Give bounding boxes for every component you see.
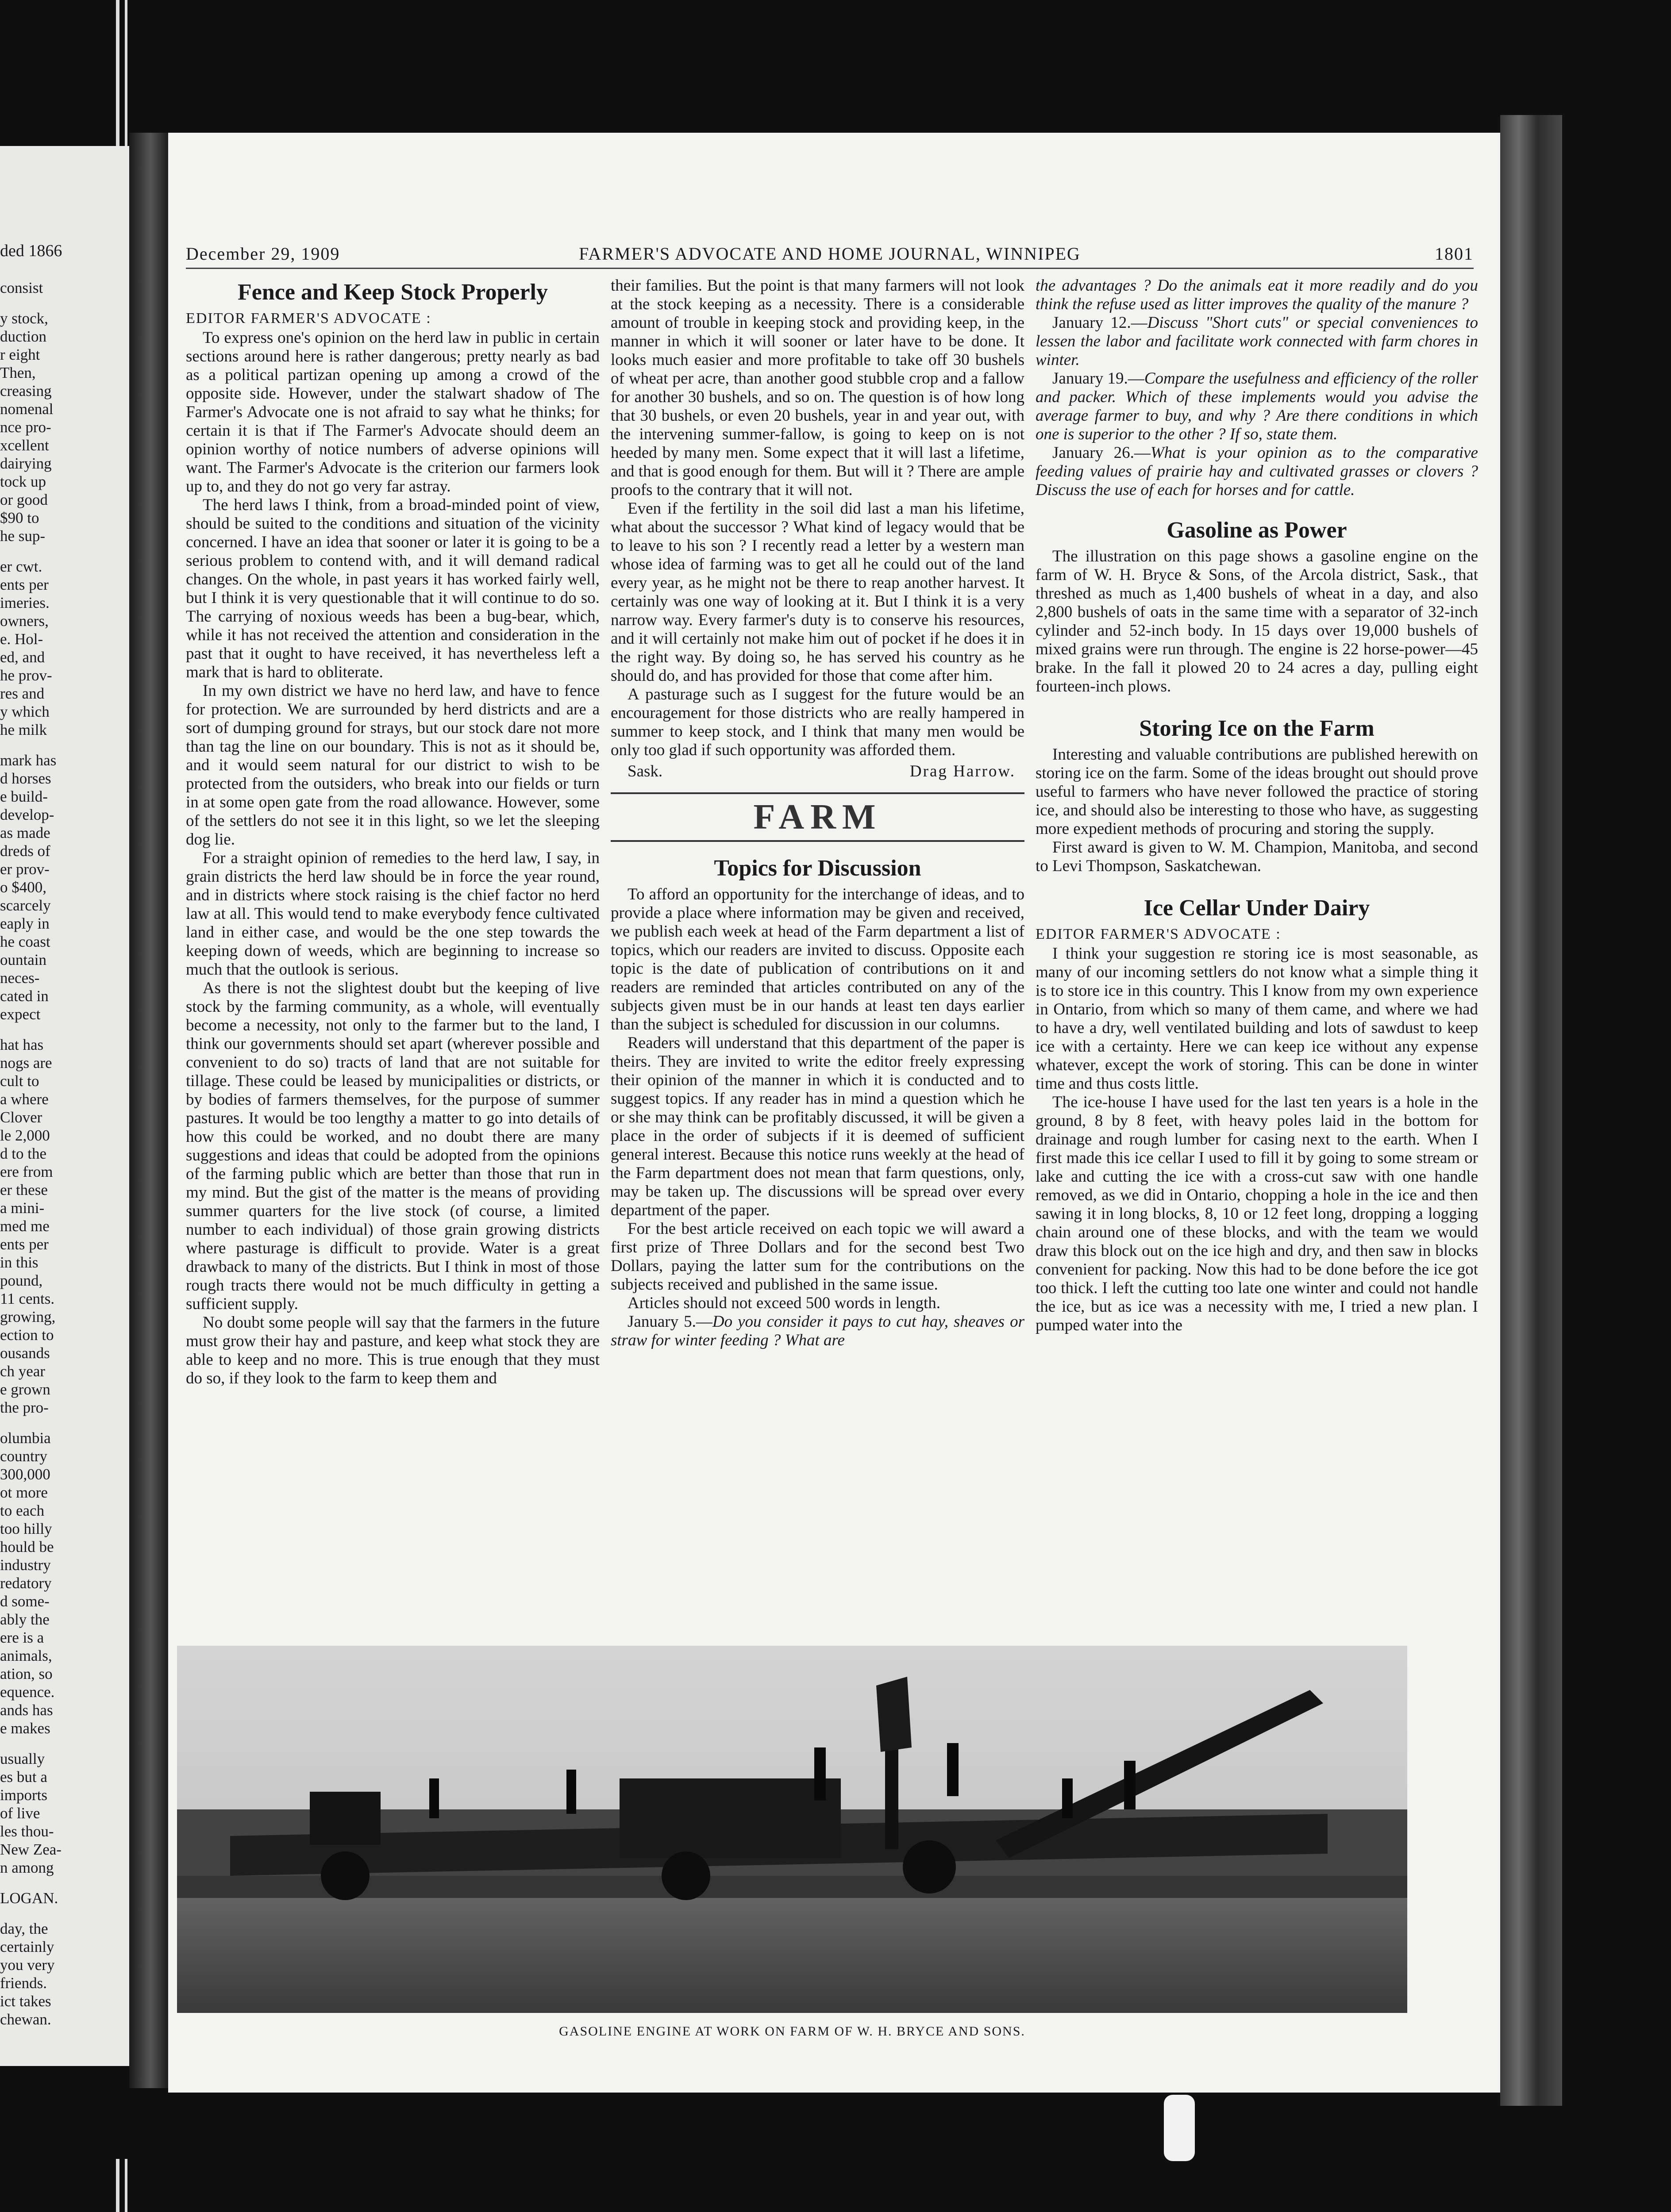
topic-text: What is your opinion as to the comparative feeding values of prairie hay and cultivated grasses or clovers ? Discuss the use of each for horses and for cattle. (1036, 444, 1478, 499)
left-page-line: imeries. (0, 594, 50, 611)
scan-stripe (116, 2159, 119, 2212)
left-page-line: ably the (0, 1611, 50, 1628)
page-number: 1801 (1435, 244, 1474, 264)
left-page-line: olumbia (0, 1429, 51, 1447)
scan-stripe (125, 2159, 127, 2212)
running-head (186, 243, 1474, 265)
banner-rule (611, 840, 1024, 842)
left-page-gap (0, 1877, 128, 1889)
left-page-line: n among (0, 1859, 54, 1876)
left-page-gap (0, 1023, 128, 1036)
paragraph: Articles should not exceed 500 words in length. (628, 1294, 940, 1312)
topic-text: Compare the usefulness and efficiency of the roller and packer. Which of these implements would you advise the average farmer to buy, and why ? Are there conditions in which one is superior to the other ? If so, state them. (1036, 369, 1478, 443)
topic-text: Discuss "Short cuts" or special conveniences to lessen the labor and facilitate work connected with farm chores in winter. (1036, 314, 1478, 369)
publication-title: FARMER'S ADVOCATE AND HOME JOURNAL, WINNIPEG (579, 244, 1081, 264)
left-page-text (0, 279, 128, 2028)
left-page-line: animals, (0, 1647, 52, 1664)
paragraph: Even if the fertility in the soil did last a man his lifetime, what about the successor ? What kind of legacy would that be to leave to his son ? I recently read a letter by a western man whose idea of farming was to get all he could out of the land every year, as he might not be there to reap another harvest. It certainly was one way of looking at it. But I think it is a very narrow way. Every farmer's duty is to conserve his resources, and it will certainly not make him out of pocket if he does it in the right way. By doing so, he has served his country as he should do, and has provided for those that come after him. (611, 499, 1024, 685)
left-page-line: d horses (0, 770, 51, 787)
left-page-line: LOGAN. (0, 1889, 58, 1907)
left-page-line: $90 to (0, 509, 39, 526)
left-page-line: er prov- (0, 860, 50, 878)
column-2 (611, 276, 1024, 1350)
left-page-line: les thou- (0, 1823, 54, 1840)
left-page-line: to each (0, 1502, 45, 1519)
left-page-line: creasing (0, 382, 52, 399)
paragraph: As there is not the slightest doubt but the keeping of live stock by the farming community, as a whole, will eventually become a necessity, not only to the farmer but to the land, I think our governments should set apart (wherever possible and convenient to do so) tracts of land that are not suitable for tillage. These could be leased by municipalities or districts, or by bodies of farmers themselves, for the purpose of summer pastures. It would be too lengthy a matter to go into details of how this could be worked, and no doubt there are many suggestions and ideas that could be adopted from the opinions of the farming public which are better than those that run in my mind. But the gist of the matter is the means of providing summer quarters for the live stock (of course, a limited number to each individual) of those grain growing districts where pasturage is difficult to provide. Water is a great drawback to many of the districts. But I think in most of those rough tracts there would not be much difficulty in getting a sufficient supply. (186, 979, 600, 1313)
left-page-line: or good (0, 491, 48, 508)
left-page-line: redatory (0, 1575, 52, 1592)
paragraph: No doubt some people will say that the farmers in the future must grow their hay and pasture, and keep what stock they are able to keep and no more. This is true enough that they must do so, if they look to the farm to keep them and (186, 1313, 600, 1387)
left-page-header: ded 1866 (0, 242, 62, 260)
topic-date: January 12.— (1052, 314, 1147, 332)
left-page-line: ection to (0, 1326, 54, 1344)
left-page-line: o $400, (0, 879, 46, 896)
issue-date: December 29, 1909 (186, 244, 340, 264)
left-page-line: chewan. (0, 2011, 51, 2028)
left-page-line: cult to (0, 1072, 39, 1090)
left-page-line: e grown (0, 1381, 50, 1398)
topic-continuation: the advantages ? Do the animals eat it more readily and do you think the refuse used as litter improves the quality of the manure ? (1036, 276, 1478, 313)
left-page-gap (0, 1417, 128, 1429)
topic-text: Do you consider it pays to cut hay, sheaves or straw for winter feeding ? What are (611, 1313, 1024, 1349)
left-page-line: ed, and (0, 649, 45, 666)
left-page-line: es but a (0, 1768, 47, 1786)
paragraph: The herd laws I think, from a broad-minded point of view, should be suited to the conditions and situation of the vicinity concerned. I have an idea that sooner or later it is going to be a serious problem to contend with, and it will demand radical changes. On the whole, in past years it has worked fairly well, but I think it is very questionable that it will continue to do so. The carrying of noxious weeds has been a bug-bear, which, while it has not received the attention and consideration in the past that it ought to have received, it has nevertheless left a mark that is hard to obliterate. (186, 496, 600, 681)
left-page-line: friends. (0, 1974, 47, 1992)
left-page-line: industry (0, 1556, 51, 1574)
topic-date: January 19.— (1052, 369, 1144, 388)
left-page-line: d some- (0, 1593, 50, 1610)
left-page-gap (0, 1737, 128, 1750)
left-page-line: ot more (0, 1484, 48, 1501)
left-page-line: the pro- (0, 1399, 49, 1416)
left-page-line: too hilly (0, 1520, 52, 1537)
left-page-line: as made (0, 824, 50, 841)
editor-salutation: EDITOR FARMER'S ADVOCATE : (186, 310, 431, 326)
left-page-line: nce pro- (0, 419, 51, 436)
left-page-line: r eight (0, 346, 40, 363)
left-page-line: ere from (0, 1163, 53, 1180)
paragraph: A pasturage such as I suggest for the future would be an encouragement for those districts who are really hampered in summer to keep stock, and I think that many men would be only too glad if such opportunity was afforded them. (611, 685, 1024, 759)
page-stack-edge (1500, 115, 1562, 2106)
topic-date: January 5.— (628, 1313, 712, 1331)
paragraph: I think your suggestion re storing ice is most seasonable, as many of our incoming settlers do not know what a simple thing it is to store ice in this country. This I know from my own experience in Ontario, from which so many of them came, and where we had to have a dry, well ventilated building and lots of sawdust to keep ice with a certainty. Here we can keep ice without any expense whatever, except the work of storing. This can be done in winter time and thus costs little. (1036, 945, 1478, 1093)
left-page-line: er cwt. (0, 558, 42, 575)
article-title: Ice Cellar Under Dairy (1144, 895, 1370, 921)
left-page-line: nogs are (0, 1054, 52, 1071)
left-page-line: he prov- (0, 667, 52, 684)
left-page-gap (0, 545, 128, 557)
paragraph: Readers will understand that this department of the paper is theirs. They are invited to write the editor freely expressing their opinion of the manner in which it is conducted and to suggest topics. If any reader has in mind a question which he or she may think can be profitably discussed, it will be given a place in the order of subjects if it is deemed of sufficient general interest. Because this notice runs weekly at the head of the Farm department does not mean that farm questions, only, may be taken up. The discussions will be spread over every department of the paper. (611, 1034, 1024, 1219)
left-page-line: nomenal (0, 400, 54, 418)
paragraph: Interesting and valuable contributions are published herewith on storing ice on the farm. Some of the ideas brought out should prove useful to farmers who have never followed the practice of storing ice, and should also be interesting to those who have, as suggesting more expedient methods of procuring and storing the supply. (1036, 745, 1478, 838)
column-3 (1036, 276, 1478, 1335)
left-page-line: develop- (0, 806, 54, 823)
column-1 (186, 276, 600, 1388)
left-page-line: he coast (0, 933, 50, 950)
signature-location: Sask. (628, 762, 663, 780)
left-page-line: owners, (0, 612, 49, 630)
left-page-line: tock up (0, 473, 46, 490)
article-title: Topics for Discussion (714, 856, 921, 881)
left-page-line: country (0, 1448, 47, 1465)
left-page-line: er these (0, 1181, 48, 1198)
left-page-line: cated in (0, 987, 49, 1005)
left-page-line: expect (0, 1006, 41, 1023)
signature-name: Drag Harrow. (909, 762, 1016, 780)
left-page-line: day, the (0, 1920, 48, 1937)
photo-caption: GASOLINE ENGINE AT WORK ON FARM OF W. H. BRYCE AND SONS. (559, 2024, 1025, 2039)
section-title: FARM (753, 798, 882, 837)
left-page-line: consist (0, 279, 43, 296)
left-page-line: Clover (0, 1109, 42, 1126)
left-page-line: New Zea- (0, 1841, 62, 1858)
topic-entry (611, 1313, 1024, 1350)
left-page-line: a where (0, 1091, 49, 1108)
left-page-line: 11 cents. (0, 1290, 55, 1307)
left-page-line: dairying (0, 455, 52, 472)
left-page-line: certainly (0, 1938, 54, 1955)
topic-date: January 26.— (1052, 444, 1151, 462)
left-page-line: in this (0, 1254, 39, 1271)
left-page-line: ere is a (0, 1629, 44, 1646)
left-page-line: mark has (0, 752, 57, 769)
left-page-line: he sup- (0, 527, 46, 545)
left-page-line: ands has (0, 1701, 53, 1719)
left-page-line: hat has (0, 1036, 44, 1053)
article-title: Gasoline as Power (1167, 518, 1347, 543)
topic-entry (1036, 444, 1478, 499)
left-page-line: y stock, (0, 310, 48, 327)
left-page-line: equence. (0, 1683, 55, 1701)
left-page-line: med me (0, 1217, 50, 1235)
left-page-line: ation, so (0, 1665, 53, 1682)
left-page-line: 300,000 (0, 1466, 50, 1483)
left-page-line: e build- (0, 788, 48, 805)
left-page-line: Then, (0, 364, 36, 381)
left-page-line: eaply in (0, 915, 50, 932)
topic-entry (1036, 369, 1478, 444)
left-page-line: neces- (0, 969, 40, 987)
header-rule (186, 268, 1474, 269)
left-page-line: ict takes (0, 1993, 51, 2010)
signature (611, 762, 1024, 781)
left-page-line: ch year (0, 1363, 46, 1380)
scan-stripe (125, 0, 127, 146)
article-title: Storing Ice on the Farm (1139, 716, 1375, 741)
left-page-line: res and (0, 685, 45, 702)
paragraph: For a straight opinion of remedies to the herd law, I say, in grain districts the herd law should be in force the year round, and in districts where stock raising is the chief factor no herd law at all. This would tend to make everybody fence cultivated land in either case, and would be the one step towards the keeping down of weeds, which are beginning to increase so much that the outlook is serious. (186, 849, 600, 979)
paragraph: To afford an opportunity for the interchange of ideas, and to provide a place where information may be given and received, we publish each week at head of the Farm department a list of topics, which our readers are invited to discuss. Opposite each topic is the date of publication of contributions on it and readers are reminded that articles contributed on any of the subjects given must be in our hands at least ten days earlier than the subject is scheduled for discussion in our columns. (611, 885, 1024, 1033)
left-page-line: ents per (0, 1236, 49, 1253)
left-page-line: hould be (0, 1538, 54, 1555)
left-page-line: e makes (0, 1720, 50, 1737)
paragraph: The illustration on this page shows a gasoline engine on the farm of W. H. Bryce & Sons, of the Arcola district, Sask., that threshed as much as 1,400 bushels of wheat in a day, and also 2,800 bushels of oats in the same time with a separator of 32-inch cylinder and 52-inch body. In 15 days over 19,000 bushels of mixed grains were run through. The engine is 22 horse-power—45 brake. In the fall it plowed 20 to 24 acres a day, pulling eight fourteen-inch plows. (1036, 547, 1478, 695)
banner-rule (611, 792, 1024, 794)
left-page-line: xcellent (0, 437, 49, 454)
left-page-line: imports (0, 1786, 47, 1804)
left-page-line: duction (0, 328, 46, 345)
paragraph: For the best article received on each topic we will award a first prize of Three Dollars and for the second best Two Dollars, paying the latter sum for the contributions on the subjects received and published in the same issue. (611, 1220, 1024, 1294)
left-page-line: y which (0, 703, 50, 720)
paragraph: In my own district we have no herd law, and have to fence for protection. We are surrounded by herd districts and are a sort of dumping ground for strays, but our stock dare not more than tag the line on our boundary. This is not as it should be, and it would seem natural for our district to wish to be protected from the outsiders, who break into our fields or turn in at some open gate from the road allowance. However, some of the settlers do not see it in this light, so we let the sleeping dog lie. (186, 682, 600, 849)
left-page-gap (0, 739, 128, 751)
left-page-line: he milk (0, 721, 47, 738)
left-page-line: pound, (0, 1272, 43, 1289)
left-page-line: of live (0, 1805, 40, 1822)
section-banner (611, 792, 1024, 842)
left-page-line: scarcely (0, 897, 51, 914)
paragraph: The ice-house I have used for the last ten years is a hole in the ground, 8 by 8 feet, with heavy poles laid in the bottom for drainage and rough lumber for casing next to the earth. When I first made this ice cellar I used to fill it by going to some stream or lake and cutting the ice with a cross-cut saw with one handle removed, as we did in Ontario, chopping a hole in the ice and then sawing it in long blocks, 8, 10 or 12 feet long, dropping a logging chain around one of these blocks, and with the team we would draw this block out on the ice high and dry, and then saw in blocks convenient for packing. Now this had to be done before the ice got too thick. I left the cutting too late one winter and could not handle the ice, but as ice was a necessity with me, I tried a new plan. I pumped water into the (1036, 1093, 1478, 1334)
editor-salutation: EDITOR FARMER'S ADVOCATE : (1036, 926, 1281, 942)
scan-stripe (116, 0, 119, 146)
paragraph: First award is given to W. M. Champion, Manitoba, and second to Levi Thompson, Saskatchewan. (1036, 838, 1478, 875)
left-page-line: ents per (0, 576, 49, 593)
left-page-line: usually (0, 1750, 45, 1767)
book-clip (1164, 2095, 1195, 2161)
article-title: Fence and Keep Stock Properly (238, 280, 548, 305)
paragraph: their families. But the point is that many farmers will not look at the stock keeping as a necessity. There is a considerable amount of trouble in keeping stock and providing keep, in the manner in which it will sooner or later have to be done. It looks much easier and more profitable to take off 30 bushels of wheat per acre, than another good stubble crop and a fallow for another 30 bushels, and so on. The question is of how long that 30 bushels, or even 20 bushels, year in and year out, with the intervening summer-fallow, is going to keep on is not heeded by many men. Some expect that it will last a lifetime, and that is good enough for them. But will it ? There are ample proofs to the contrary that it will not. (611, 276, 1024, 499)
engine-photograph (177, 1646, 1407, 2013)
left-page-gap (0, 297, 128, 309)
left-page-line: dreds of (0, 842, 50, 860)
left-page-line: growing, (0, 1308, 56, 1325)
left-page-line: d to the (0, 1145, 46, 1162)
left-page-line: a mini- (0, 1199, 45, 1217)
left-page-line: le 2,000 (0, 1127, 50, 1144)
left-page-line: ousands (0, 1344, 50, 1362)
left-page-line: e. Hol- (0, 630, 43, 648)
left-page-line: ountain (0, 951, 46, 968)
topic-entry (1036, 314, 1478, 369)
left-page-line: you very (0, 1956, 55, 1974)
left-page-gap (0, 1907, 128, 1920)
left-page-fragment (0, 146, 133, 2066)
paragraph: To express one's opinion on the herd law in public in certain sections around here is rather dangerous; pretty nearly as bad as a political partizan opening up among a crowd of the opposite side. However, under the stalwart shadow of The Farmer's Advocate one is not afraid to say what he thinks; for certain it is that if The Farmer's Advocate should deem an opinion worthy of notice numbers of adverse opinions will want. The Farmer's Advocate is the criterion our farmers look up to, and they do not go very far astray. (186, 329, 600, 495)
